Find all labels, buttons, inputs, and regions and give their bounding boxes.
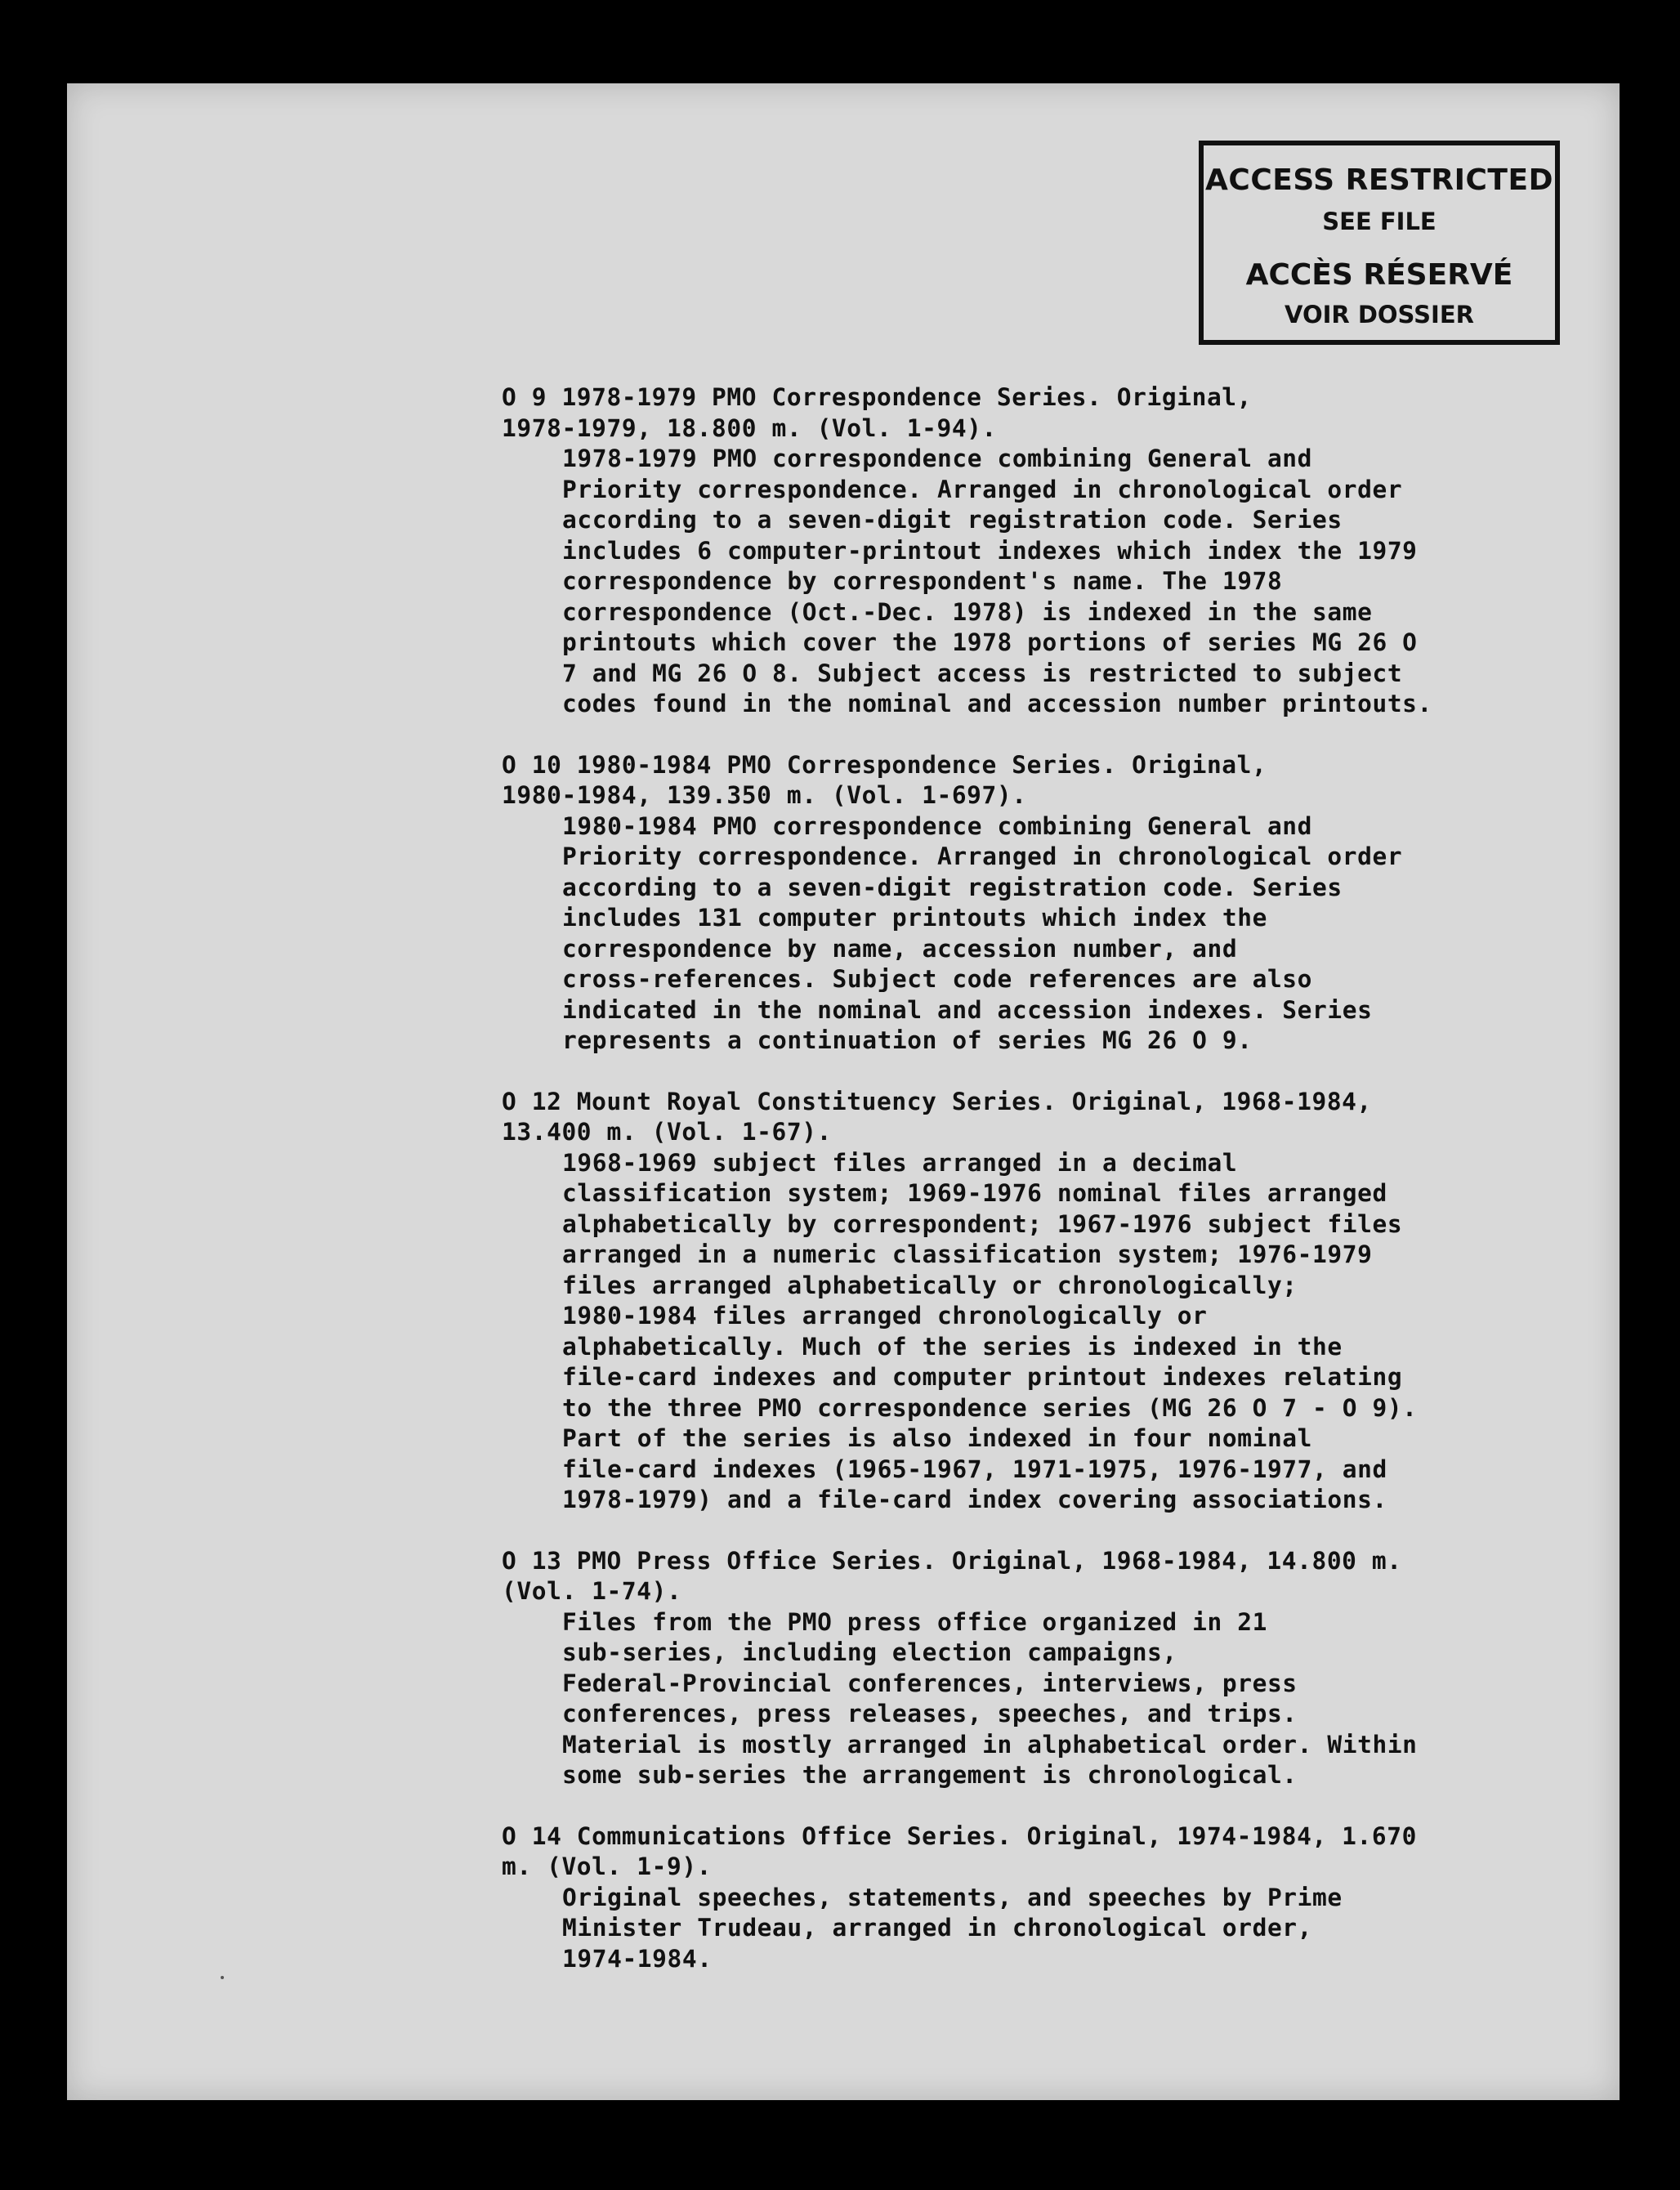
series-description: 1980-1984 PMO correspondence combining General and Priority correspondence. Arranged in chronological order according to a seven-digit registration code. Series includes 131 computer printouts which index the correspondence by name, accession number, and cross-references. Subject code references are also indicated in the nominal and accession indexes. Series represents a continuation of series MG 26 O 9. bbox=[562, 811, 1403, 1054]
series-entry-o10 bbox=[502, 750, 1466, 1057]
stamp-line-voir-dossier: VOIR DOSSIER bbox=[1285, 301, 1474, 328]
series-description: Original speeches, statements, and speeches by Prime Minister Trudeau, arranged in chronological order, 1974-1984. bbox=[562, 1883, 1343, 1973]
paper-speck bbox=[221, 1976, 224, 1979]
series-entry-o9 bbox=[502, 382, 1466, 720]
series-description: Files from the PMO press office organized in 21 sub-series, including election campaigns, Federal-Provincial conferences, interviews, press conferences, press releases, speeches, and trips. Material is mostly arranged in alphabetical order. Within some sub-series the arrangement is chronological. bbox=[562, 1607, 1418, 1789]
series-heading: O 13 PMO Press Office Series. Original, 1968-1984, 14.800 m. (Vol. 1-74). bbox=[502, 1546, 1402, 1605]
stamp-line-acces-reserve: ACCÈS RÉSERVÉ bbox=[1245, 258, 1513, 292]
series-heading: O 12 Mount Royal Constituency Series. Original, 1968-1984, 13.400 m. (Vol. 1-67). bbox=[502, 1087, 1372, 1146]
series-heading: O 10 1980-1984 PMO Correspondence Series. Original, 1980-1984, 139.350 m. (Vol. 1-697). bbox=[502, 750, 1267, 809]
series-entry-o13 bbox=[502, 1546, 1466, 1791]
access-restricted-stamp bbox=[1199, 141, 1560, 345]
series-description: 1968-1969 subject files arranged in a decimal classification system; 1969-1976 nominal files arranged alphabetically by correspondent; 1967-1976 subject files arranged in a numeric classification system; 1976-1979 files arranged alphabetically or chronologically; 1980-1984 files arranged chronologically or alphabetically. Much of the series is indexed in the file-card indexes and computer printout indexes relating to the three PMO correspondence series (MG 26 O 7 - O 9). Part of the series is also indexed in four nominal file-card indexes (1965-1967, 1971-1975, 1976-1977, and 1978-1979) and a file-card index covering associations. bbox=[562, 1148, 1418, 1513]
series-entry-o14 bbox=[502, 1821, 1466, 1975]
series-description: 1978-1979 PMO correspondence combining General and Priority correspondence. Arranged in chronological order according to a seven-digit registration code. Series includes 6 computer-printout indexes which index the 1979 correspondence by correspondent's name. The 1978 correspondence (Oct.-Dec. 1978) is indexed in the same printouts which cover the 1978 portions of series MG 26 O 7 and MG 26 O 8. Subject access is restricted to subject codes found in the nominal and accession number printouts. bbox=[562, 445, 1432, 717]
stamp-line-access-restricted: ACCESS RESTRICTED bbox=[1205, 163, 1553, 197]
series-heading: O 9 1978-1979 PMO Correspondence Series. Original, 1978-1979, 18.800 m. (Vol. 1-94). bbox=[502, 383, 1253, 442]
series-list bbox=[502, 382, 1466, 2005]
stamp-line-see-file: SEE FILE bbox=[1322, 208, 1436, 235]
series-entry-o12 bbox=[502, 1087, 1466, 1516]
series-heading: O 14 Communications Office Series. Original, 1974-1984, 1.670 m. (Vol. 1-9). bbox=[502, 1821, 1417, 1880]
